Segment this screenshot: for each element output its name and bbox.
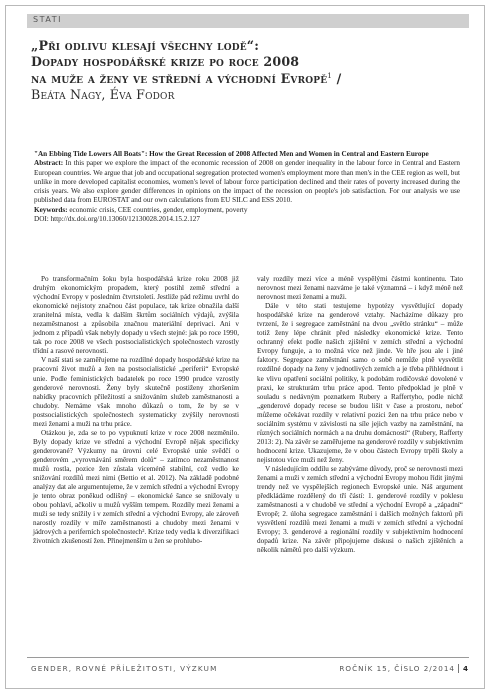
english-title: "An Ebbing Tide Lowers All Boats": How the Great Recession of 2008 Affected Men and Women in Central and Eastern Europe — [34, 150, 429, 158]
left-column — [33, 275, 239, 546]
title-line-1: „Při odlivu klesají všechny lodě“: — [31, 38, 260, 53]
keywords-text: economic crisis, CEE countries, gender, employment, poverty — [67, 205, 248, 214]
authors: Beáta Nagy, Éva Fodor — [31, 86, 175, 102]
right-paragraph-2: Dále v této stati testujeme hypotézy vysvětlující dopady hospodářské krize na genderové vztahy. Nacházíme důkazy pro tvrzení, že i segregace zaměstnání na dvou „světlo stránku“ – může totiž ženy lépe chránit před následky ekonomické krize. Tento ochranný efekt podle našich zjištění v zemích střední a východní Evropy funguje, a to možná více než jinde. Ve hře jsou ale i jiné faktory. Segregace zaměstnání samo o sobě nemůže plně vysvětlit rozdílné dopady na ženy v jednotlivých zemích a je třeba přihlédnout i ke vlivu opatření sociální politiky, k podobám rodičovské dovolené v praxi, ke strukturám trhu práce apod. Tento předpoklad je plně v souladu s nedávným poznatkem Rubery a Raffertyho, podle nichž „genderové dopady recese se budou lišit v čase a prostoru, neboť můžeme očekávat rozdíly v relativní pozici žen na trhu práce nebo v sociálním systému v závislosti na síle jejich vazby na zaměstnání, na různých sociálních normách a na druhu domácností“ (Rubery, Rafferty 2013: 2). Na závěr se zaměřujeme na genderové rozdíly v subjektivním hodnocení krize. Ukazujeme, že v obou částech Evropy trpěli školy a nejistotou více muži než ženy. — [257, 302, 463, 464]
footer-issue — [339, 664, 469, 673]
journal-name: GENDER, ROVNÉ PŘÍLEŽITOSTI, VÝZKUM — [31, 664, 218, 673]
section-label: STATI — [33, 15, 62, 24]
keywords-label: Keywords: — [34, 205, 68, 214]
right-paragraph-1: valy rozdíly mezi více a méně vyspělými částmi kontinentu. Tato nerovnost mezi ženami nazváme je také významná – i když méně než nerovnost mezi ženami a muži. — [257, 275, 463, 302]
left-paragraph-1: Po transformačním šoku byla hospodářská krize roku 2008 již druhým ekonomickým propadem, který postihl země střední a východní Evropy v posledním čtvrtstoletí. Jestliže pád režimu uvrhl do ekonomické nejistoty značnou část populace, tak krize obnažila další zranitelná místa, vedla k dalším škrtům sociálních výdajů, zvýšila nezaměstnanost a způsobila značnou materiální deprivaci. Ani v jednom z případů však nebyly dopady u všech stejné: jak po roce 1990, tak po roce 2008 ve všech postsocialistických společnostech vzrostly třídní a rasové nerovnosti. — [33, 275, 239, 356]
section-bar — [27, 14, 469, 28]
doi: DOI: http://dx.doi.org/10.13060/12130028.2014.15.2.127 — [34, 215, 200, 224]
keywords-line — [34, 206, 460, 215]
abstract-paragraph — [34, 159, 460, 205]
left-paragraph-2: V naší stati se zaměřujeme na rozdílné dopady hospodářské krize na pracovní život mužů a žen na postsocialistické „periferii“ Evropské unie. Podle feministických badatelek po roce 1990 prudce vzrostly genderové nerovnosti. Ženy byly skutečně postiženy zhoršením nabídky pracovních příležitostí a snižováním služeb zaměstnanosti a chudoby. Nemáme však mnoho důkazů o tom, že by se v postsocialistických společnostech systematicky zvýšily nerovnosti mezi ženami a muži na trhu práce. — [33, 356, 239, 428]
abstract-label: Abstract: — [34, 159, 64, 168]
title-line-3-text: na muže a ženy ve střední a východní Evropě — [31, 71, 328, 87]
abstract-block — [34, 150, 460, 224]
footnote-mark: 1 — [327, 72, 332, 80]
page-number: 4 — [458, 664, 469, 673]
right-column — [257, 275, 463, 555]
title-line-2: Dopady hospodářské krize po roce 2008 — [31, 53, 300, 69]
left-paragraph-3: Otázkou je, zda se to po vypuknutí krize v roce 2008 nezměnilo. Byly dopady krize ve střední a východní Evropě nějak specificky genderované? Výzkumy na úrovni celé Evropské unie svědčí o genderovém „vyrovnávání směrem dolů“ – zatímco nezaměstnanost mužů rostla, pozice žen zůstala víceméně stabilní, což vedlo ke snižování rozdílů mezi nimi (Bettio et al. 2012). Na základě podobné analýzy dat ale argumentujeme, že v zemích střední a východní Evropy je tento obraz poněkud odlišný – ekonomické šance se snižovaly u obou pohlaví, ačkoliv u mužů vyšším tempem. Rozdíly mezi ženami a muži se tedy snížily i v zemích střední a východní Evropy, ale zároveň narostly rozdíly v míře zaměstnanosti a chudoby mezi ženami v jádrových a periferních společnostech². Krize tedy vedla k diverzifikaci životních zkušeností žen. Přinejmenším u žen se prohlubo- — [33, 428, 239, 546]
issue-label: ROČNÍK 15, ČÍSLO 2/2014 — [339, 664, 455, 673]
footer-rule — [27, 657, 469, 658]
title-separator: / — [331, 71, 342, 87]
article-title — [31, 38, 471, 102]
right-paragraph-3: V následujícím oddílu se zabýváme důvody, proč se nerovnosti mezi ženami a muži v zemích střední a východní Evropy mohou řídit jinými trendy než ve vyspělejších regionech Evropské unie. Náš argument předkládáme rozdělený do tří částí: 1. genderové rozdíly v poklesu zaměstnanosti a v chudobě ve střední a východní Evropě a „západní“ Evropě; 2. úloha segregace zaměstnání i dalších možných faktorů při vysvětlení rozdílů mezi ženami a muži v zemích střední a východní Evropy; 3. genderové a regionální rozdíly v subjektivním hodnocení dopadů krize. Na závěr připojujeme diskusi o našich zjištěních a několik námětů pro další výzkum. — [257, 464, 463, 555]
title-line-3 — [31, 69, 471, 87]
abstract-text: In this paper we explore the impact of the economic recession of 2008 on gender inequality in the labour force in Central and Eastern European countries. We argue that job and occupational segregation protected women's employment more than men's in the CEE region as well, but unlike in more developed capitalist economies, women's level of labour force participation declined and their rates of poverty increased during the crisis years. We also explore gender differences in opinions on the impact of the recession on people's job satisfaction. For our analysis we use published data from EUROSTAT and our own calculations from EU SILC and ESS 2010. — [34, 159, 460, 205]
